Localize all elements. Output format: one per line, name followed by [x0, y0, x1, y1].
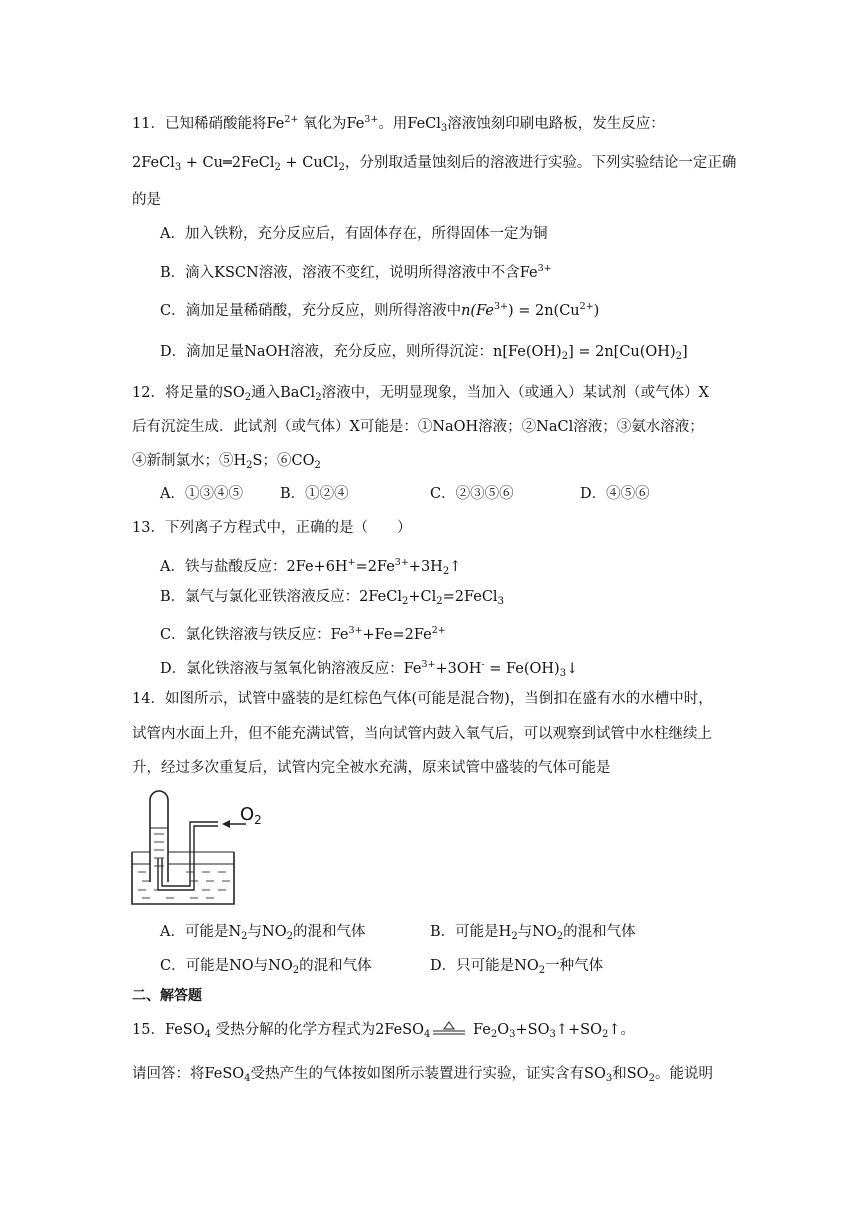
subscript: 2: [675, 351, 682, 362]
q12-text: ④新制氯水；⑤: [132, 453, 234, 469]
q15-stem-line1: [132, 1020, 635, 1045]
q11-stem-line3: 的是: [132, 192, 161, 208]
q12-stem-line3: [132, 451, 321, 476]
subscript: 4: [424, 1029, 431, 1040]
charge: 3+: [537, 263, 552, 274]
q13-stem: 13．下列离子方程式中，正确的是（ ）: [132, 520, 412, 536]
subscript: 2: [274, 162, 281, 173]
q14-stem-line3: 升，经过多次重复后，试管内完全被水充满，原来试管中盛装的气体可能是: [132, 760, 611, 776]
equation-part: ]: [681, 344, 688, 360]
q12-option-a: A．①③④⑤: [160, 486, 243, 502]
q11-stem-line1: [132, 110, 665, 139]
option-text: 的混和气体: [299, 958, 372, 974]
option-text: B．氯气与氯化亚铁溶液反应：2FeCl: [160, 589, 402, 605]
charge: 3+: [394, 557, 409, 568]
q12-text: 溶液中，无明显现象，当加入（或通入）某试剂（或气体）X: [321, 385, 709, 401]
option-text: B．可能是H: [430, 924, 512, 940]
equation-part: 2FeCl: [132, 155, 175, 171]
subscript: 2: [314, 460, 321, 471]
feso4-formula: FeSO: [204, 1066, 245, 1082]
subscript: 2: [561, 351, 569, 362]
subscript: 2: [556, 931, 564, 942]
q14-option-b: [430, 922, 636, 947]
q11-option-d: [160, 342, 688, 367]
q11-option-a: A．加入铁粉，充分反应后，有固体存在，所得固体一定为铜: [160, 226, 548, 242]
charge: 2+: [579, 301, 594, 312]
equation-part: + Cu═2FeCl: [181, 155, 275, 171]
subscript: 2: [241, 931, 248, 942]
q15-text: 受热产生的气体按如图所示装置进行实验，证实含有: [250, 1066, 585, 1082]
co2-formula: CO: [291, 453, 315, 469]
q14-option-a: [160, 922, 366, 947]
option-text: = Fe(OH): [484, 661, 560, 677]
q15-text: 请回答：将: [132, 1066, 205, 1082]
option-text: 的混和气体: [563, 924, 636, 940]
option-text: 与NO: [517, 924, 557, 940]
charge: 3+: [493, 301, 508, 312]
q13-option-a: [160, 553, 461, 582]
subscript: 2: [315, 392, 322, 403]
q15-text: 15．: [132, 1022, 165, 1038]
subscript: 2: [286, 931, 293, 942]
q11-stem-line2: [132, 153, 736, 178]
option-text: ↑: [449, 559, 462, 575]
charge: -: [481, 659, 485, 670]
charge: +: [347, 557, 356, 568]
subscript: 3: [509, 1029, 516, 1040]
equation-part: + CuCl: [280, 155, 339, 171]
option-text: C．滴加足量稀硝酸，充分反应，则所得溶液中: [160, 303, 462, 319]
option-text: B．滴入KSCN溶液，溶液不变红，说明所得溶液中不含: [160, 265, 520, 281]
q14-stem-line2: 试管内水面上升，但不能充满试管，当向试管内鼓入氧气后，可以观察到试管中水柱继续上: [132, 726, 712, 742]
charge: 2+: [431, 625, 446, 636]
subscript: 3: [549, 1029, 556, 1040]
subscript: 4: [244, 1073, 251, 1084]
option-text: 的混和气体: [293, 924, 366, 940]
q12-stem-line2: 后有沉淀生成．此试剂（或气体）X可能是：①NaOH溶液；②NaCl溶液；③氨水溶液；: [132, 419, 704, 435]
option-text: +3OH: [435, 661, 482, 677]
q12-option-d: D．④⑤⑥: [580, 486, 650, 502]
water-trough-diagram: [128, 786, 288, 910]
fe3-ion: Fe: [519, 265, 538, 281]
option-text: =2FeCl: [442, 589, 498, 605]
subscript: 2: [538, 965, 546, 976]
subscript: 2: [648, 1073, 655, 1084]
q11-text: 氧化为: [298, 116, 347, 132]
q14-option-c: [160, 956, 372, 981]
q12-text: 12．将足量的: [132, 385, 223, 401]
charge: 3+: [421, 659, 436, 670]
option-text: C．可能是NO与NO: [160, 958, 293, 974]
option-text: +Cl: [408, 589, 437, 605]
q15-text: O: [497, 1022, 510, 1038]
feso4-formula: FeSO: [164, 1022, 205, 1038]
subscript: 2: [436, 596, 443, 607]
subscript: 2: [292, 965, 300, 976]
option-text: D．只可能是NO: [430, 958, 539, 974]
q15-text: ↑+SO: [555, 1022, 602, 1038]
option-text: C．氯化铁溶液与铁反应：Fe: [160, 627, 349, 643]
equation-part: ) = 2n(Cu: [507, 303, 580, 319]
q12-stem-line1: [132, 383, 709, 408]
subscript: 2: [254, 813, 262, 827]
fe2-ion: Fe: [266, 116, 285, 132]
charge: 3+: [364, 114, 379, 125]
q11-option-c: [160, 297, 599, 321]
equation-part: n(Fe: [461, 303, 494, 319]
q12-text: 通入: [251, 385, 281, 401]
q13-option-c: [160, 621, 446, 645]
so2-formula: SO: [626, 1066, 649, 1082]
q12-option-c: C．②③⑤⑥: [430, 486, 514, 502]
q11-option-b: [160, 259, 552, 283]
option-text: ↓: [566, 661, 579, 677]
q11-text: 溶液蚀刻印刷电路板，发生反应：: [447, 116, 665, 132]
fe3-ion: Fe: [346, 116, 365, 132]
option-text: +Fe=2Fe: [362, 627, 432, 643]
q15-text: 。能说明: [654, 1066, 713, 1082]
apparatus-figure: [128, 786, 288, 910]
subscript: 2: [244, 392, 252, 403]
heat-equals-sign: [430, 1020, 468, 1036]
equation-part: n[Fe(OH): [493, 344, 562, 360]
section-heading: 二、解答题: [132, 988, 202, 1004]
option-text: A．可能是N: [160, 924, 242, 940]
option-text: D．氯化铁溶液与氢氧化钠溶液反应：Fe: [160, 661, 422, 677]
subscript: 2: [601, 1029, 609, 1040]
charge: 3+: [348, 625, 363, 636]
fecl3-formula: FeCl: [407, 116, 441, 132]
subscript: 2: [511, 931, 518, 942]
subscript: 4: [204, 1029, 211, 1040]
q15-text: ↑。: [608, 1022, 636, 1038]
h2s-formula: H: [233, 453, 247, 469]
o2-label: [240, 804, 262, 827]
subscript: 2: [490, 1029, 498, 1040]
q14-option-d: [430, 956, 603, 981]
charge: 2+: [284, 114, 299, 125]
h2s-formula: S: [252, 453, 263, 469]
q15-text: 受热分解的化学方程式为2FeSO: [211, 1022, 425, 1038]
option-text: =2Fe: [355, 559, 395, 575]
subscript: 2: [338, 162, 345, 173]
q13-option-d: [160, 655, 578, 684]
q13-option-b: [160, 587, 504, 612]
equation-part: ): [593, 303, 600, 319]
equation-part: ] = 2n[Cu(OH): [568, 344, 676, 360]
subscript: 2: [246, 460, 253, 471]
q14-stem-line1: 14．如图所示，试管中盛装的是红棕色气体(可能是混合物)，当倒扣在盛有水的水槽中时，: [132, 691, 713, 707]
subscript: 3: [440, 123, 448, 134]
q15-text: +SO: [515, 1022, 550, 1038]
subscript: 3: [605, 1073, 613, 1084]
subscript: 3: [174, 162, 182, 173]
q15-text: 和: [612, 1066, 627, 1082]
option-text: D．滴加足量NaOH溶液，充分反应，则所得沉淀：: [160, 344, 493, 360]
subscript: 2: [442, 566, 450, 577]
subscript: 3: [497, 596, 504, 607]
q15-text: Fe: [468, 1022, 491, 1038]
so3-formula: SO: [584, 1066, 606, 1082]
q11-text: ，分别取适量蚀刻后的溶液进行实验。下列实验结论一定正确: [344, 155, 737, 171]
q11-text: 。用: [378, 116, 408, 132]
option-text: 一种气体: [545, 958, 604, 974]
so2-formula: SO: [222, 385, 245, 401]
option-text: +3H: [408, 559, 443, 575]
subscript: 3: [559, 668, 567, 679]
q15-stem-line2: [132, 1064, 713, 1089]
option-text: 与NO: [247, 924, 287, 940]
subscript: 2: [401, 596, 409, 607]
q11-text: 11．已知稀硝酸能将: [132, 116, 267, 132]
q12-text: ；⑥: [262, 453, 292, 469]
q12-option-b: B．①②④: [280, 486, 349, 502]
option-text: A．铁与盐酸反应：2Fe+6H: [160, 559, 348, 575]
o2-letter: O: [240, 804, 255, 825]
bacl2-formula: BaCl: [280, 385, 316, 401]
